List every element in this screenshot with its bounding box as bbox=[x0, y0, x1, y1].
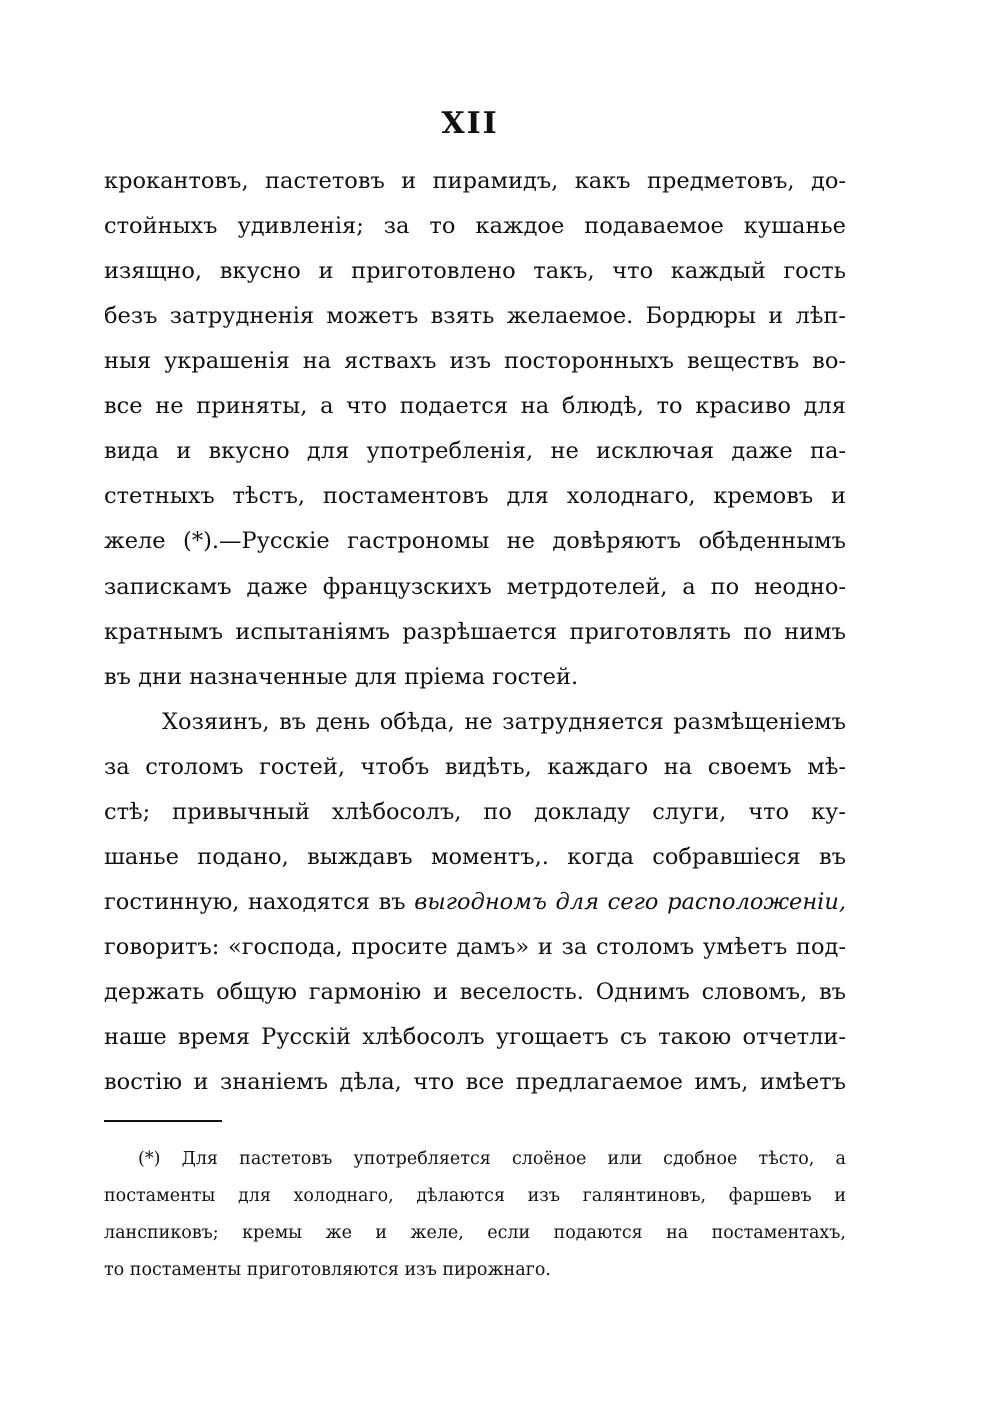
footnote-line: ланспиковъ; кремы же и желе, если подаются на постаментахъ, bbox=[104, 1223, 846, 1243]
text-line: крокантовъ, пастетовъ и пирамидъ, какъ предметовъ, до- bbox=[104, 168, 846, 194]
text-line: наше время Русскій хлѣбосолъ угощаетъ съ такою отчетли- bbox=[104, 1024, 846, 1050]
footnote-divider bbox=[104, 1120, 222, 1122]
text-line: востію и знаніемъ дѣла, что все предлагаемое имъ, имѣетъ bbox=[104, 1069, 846, 1095]
text-line: шанье подано, выждавъ моментъ,. когда собравшіеся въ bbox=[104, 844, 846, 870]
footnote-line: постаменты для холоднаго, дѣлаются изъ галянтиновъ, фаршевъ и bbox=[104, 1186, 846, 1206]
italic-phrase: выгодномъ для сего расположеніи, bbox=[414, 889, 846, 915]
text-line: въ дни назначенные для пріема гостей. bbox=[104, 664, 579, 690]
text-line: за столомъ гостей, чтобъ видѣть, каждаго на своемъ мѣ- bbox=[104, 754, 846, 780]
paragraph-start-line: Хозяинъ, въ день обѣда, не затрудняется размѣщеніемъ bbox=[162, 709, 846, 735]
text-segment: гостинную, находятся въ bbox=[104, 889, 406, 915]
text-line: запискамъ даже французскихъ метрдотелей, а по неодно- bbox=[104, 574, 846, 600]
text-line: желе (*).—Русскіе гастрономы не довѣряютъ обѣденнымъ bbox=[104, 528, 846, 554]
text-line: все не приняты, а что подается на блюдѣ, то красиво для bbox=[104, 393, 846, 419]
text-line: держать общую гармонію и веселость. Однимъ словомъ, въ bbox=[104, 979, 846, 1005]
text-line: стетныхъ тѣстъ, постаментовъ для холоднаго, кремовъ и bbox=[104, 483, 846, 509]
text-line: говоритъ: «господа, просите дамъ» и за столомъ умѣетъ под- bbox=[104, 934, 846, 960]
text-line: изящно, вкусно и приготовлено такъ, что каждый гость bbox=[104, 258, 846, 284]
footnote-line: (*) Для пастетовъ употребляется слоёное или сдобное тѣсто, а bbox=[138, 1149, 846, 1169]
text-line: стойныхъ удивленія; за то каждое подаваемое кушанье bbox=[104, 213, 846, 239]
text-line: безъ затрудненія можетъ взять желаемое. Бордюры и лѣп- bbox=[104, 303, 846, 329]
footnote-line: то постаменты приготовляются изъ пирожнаго. bbox=[104, 1260, 551, 1280]
text-line: вида и вкусно для употребленія, не исключая даже па- bbox=[104, 438, 846, 464]
text-line: стѣ; привычный хлѣбосолъ, по докладу слуги, что ку- bbox=[104, 799, 846, 825]
text-line: кратнымъ испытаніямъ разрѣшается приготовлять по нимъ bbox=[104, 619, 846, 645]
text-line-mixed bbox=[104, 887, 846, 917]
text-line: ныя украшенія на яствахъ изъ посторонныхъ веществъ во- bbox=[104, 348, 846, 374]
page-number: XII bbox=[441, 106, 499, 141]
